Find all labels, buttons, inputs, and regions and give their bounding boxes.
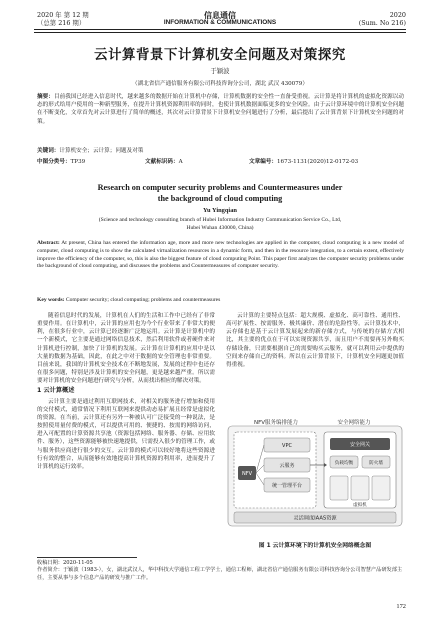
article-no-field — [249, 157, 358, 165]
body-paragraph: 随着信息时代的发展，计算机在人们的生活和工作中已经有了非常重要作用。在计算机中，云计算的应用也为今个行业带来了非常大的便利，在很多行业中，云计算已经逐渐广泛地运用。云计算是计算机中的一个新模式，它主要是通过网络信息技术，然后利用软件或者硬件来对计算机进行控制，加快了计算机的发展。云计算在计算机的应用中是以大量的数据为基础，因此，在此之中对于数据的安全管理也非常重要。目前来说，我国的计算机安全技术在不断地发展，发展的过程中也还存在很多问题，特别是涉及计算机的安全问题，更是越来越严重。所以需要对计算机的安全问题进行研究与分析，从而找出相应的解决对策。 — [37, 313, 215, 385]
server-icon — [351, 476, 369, 500]
journal-en: INFORMATION & COMMUNICATIONS — [163, 19, 277, 26]
article-no-value: 1673-1131(2020)12-0172-03 — [276, 159, 359, 165]
article-title-en — [0, 183, 440, 204]
server-icon — [330, 476, 348, 500]
abstract-en-text: At present, China has entered the information age, more and more new technologies are applied in the computer, cloud computing is a new model of computer, cloud computing is to show the calculated virtualization resources in a dynamic form, and then in the resource integration, to a certain extent, effectively improve the efficiency of the computer, so, this is also the biggest feature of cloud computing Point. This paper first analyzes the computer security problems under the background of cloud computing, and discusses the problems and Countermeasures of computer security. — [37, 240, 404, 270]
keywords-en — [37, 297, 404, 303]
label-bottom: 灵活调度IAAS资源 — [293, 515, 337, 522]
header-rule-thick — [34, 29, 406, 30]
body-paragraph: 云计算的主要特点包括：超大规模、虚拟化、高可靠性、通用性、高可扩展性、按需服务、极其廉价、潜在的危险性等。云计算技术中，云存储也是基于云计算发展起来的新存储方式，与传统的存储方式相比，其主要的优点在于可以实现资源共享，而且用户不需要再另外购买存储设备，只需要根据自己的需要购买云服务，就可以利用云中提供的空间来存储自己的资料。所以在云计算背景下，计算机安全问题更加值得重视。 — [226, 313, 404, 368]
keywords-en-text: Computer security; cloud computing; problems and countermeasures — [65, 297, 221, 303]
figure-1 — [226, 416, 404, 536]
label-mgmt: 统一管理平台 — [271, 483, 303, 489]
label-top-left: NFV服务编排能力 — [253, 420, 299, 426]
abstract-cn-label: 摘要： — [37, 94, 54, 100]
keywords-cn-text: 计算机安全；云计算；问题及对策 — [59, 148, 144, 154]
keywords-cn-label: 关键词： — [37, 148, 60, 154]
affiliation-en-line1: (Science and technology consulting branch of Hubei Information Industry Communication Service Co., Ltd, — [98, 217, 342, 223]
label-fw: 防火墙 — [369, 461, 383, 466]
footnote-rule — [37, 557, 137, 558]
body-paragraph: 云计算主要是通过利用互联网技术，对相关的服务进行增加和使用的交付模式，通常情况下利用互联网来提供动态易扩展且经常是虚拟化的资源。在当前，云计算还有另外一种被认可广泛接受的一种说法，是按照使用量付费的模式，可以提供可用的、便捷的、按需的网络访问，进入可配置的计算资源共享池（资源包括网络、服务器、存储、应用软件、服务），这些资源能够被快速地提供，只需投入很少的管理工作，或与服务供应商进行很少的交互。云计算的模式可以较好地将这些资源进行有效的整合，从而能够有效地提高计算机资源的利用率，进而提升了计算机的运行效率。 — [37, 398, 215, 470]
article-title-cn: 云计算背景下计算机安全问题及对策探究 — [94, 47, 346, 63]
label-gateway: 安全网关 — [349, 442, 371, 448]
body-column-right — [226, 312, 404, 410]
article-no-label: 文章编号： — [249, 159, 277, 165]
abstract-en — [37, 240, 404, 271]
running-header — [0, 0, 440, 40]
title-en-line2: the background of cloud computing — [157, 193, 283, 203]
clc-field — [37, 157, 85, 165]
serial-en: (Sum. No 216) — [358, 19, 406, 27]
title-en-line1: Research on computer security problems and Countermeasures under — [97, 183, 343, 192]
header-year: 2020 — [389, 11, 406, 19]
label-top-right: 安全网络能力 — [337, 420, 371, 426]
label-lb: 负载均衡 — [334, 461, 354, 466]
footnote — [37, 560, 404, 582]
abstract-cn-text: 目前我国已经进入信息时代，越来越多的数据开始在计算机中存储，计算机数据的安全性一直备受重视。云计算是将计算机的虚拟化资源以动态的形式给用户使用的一种新型服务，在提升计算机资源利用率的同时，也使计算机数据面临更多的安全风险。由于云计算环境中的计算机安全问题在不断变化，文章首先对云计算进行了简单的概述，其次对云计算背景下计算机安全问题进行了分析，最后提出了云计算背景下计算机安全问题的对策。 — [37, 94, 404, 125]
keywords-cn — [37, 147, 404, 155]
affiliation-cn: （湖北省信产通信服务有限公司科技咨询分公司，湖北 武汉 430079） — [132, 81, 308, 87]
label-vm: 虚拟机 — [353, 503, 367, 508]
header-right — [359, 11, 406, 27]
server-icon — [372, 476, 390, 500]
doc-code-field — [145, 157, 183, 165]
journal-cn: 信息通信 — [204, 10, 236, 20]
abstract-cn — [37, 93, 404, 126]
clc-label: 中图分类号： — [37, 159, 71, 165]
header-rule-thin — [34, 32, 406, 33]
figure-caption: 图 1 云计算环境下的计算机安全网络概念图 — [258, 543, 372, 549]
author-en: Yu Yingqian — [203, 207, 237, 214]
abstract-en-label: Abstract: — [37, 240, 60, 246]
clc-value: TP39 — [70, 159, 86, 165]
serial-cn: （总第 216 期） — [37, 19, 86, 27]
keywords-en-label: Key words: — [37, 297, 65, 303]
section-heading: 1 云计算概述 — [37, 387, 75, 395]
affiliation-en-line2: Hubei Wuhan 430000, China) — [186, 224, 254, 231]
label-nfv: NFV — [241, 471, 253, 477]
issue-cn: 2020 年 第 12 期 — [37, 11, 89, 19]
doc-code-label: 文献标识码： — [145, 159, 179, 165]
author-intro: 作者简介：于颖波（1983-），女，湖北武汉人，华中科技大学通信工程工学学士，通信工程师，湖北省信产通信服务有限公司科技咨询分公司智慧产品研发部主任，主要从事与多个信息产品的研发与推广工作。 — [37, 567, 403, 581]
label-cloud: 云服务 — [279, 463, 295, 469]
body-column-left — [37, 312, 215, 554]
label-vpc: VPC — [282, 443, 292, 449]
affiliation-en — [0, 217, 440, 233]
author-cn: 于颖波 — [210, 67, 230, 75]
doc-code-value: A — [178, 159, 183, 165]
page-number: 172 — [396, 603, 406, 610]
network-diagram — [226, 416, 404, 536]
received-date: 收稿日期：2020-11-05 — [37, 560, 93, 566]
